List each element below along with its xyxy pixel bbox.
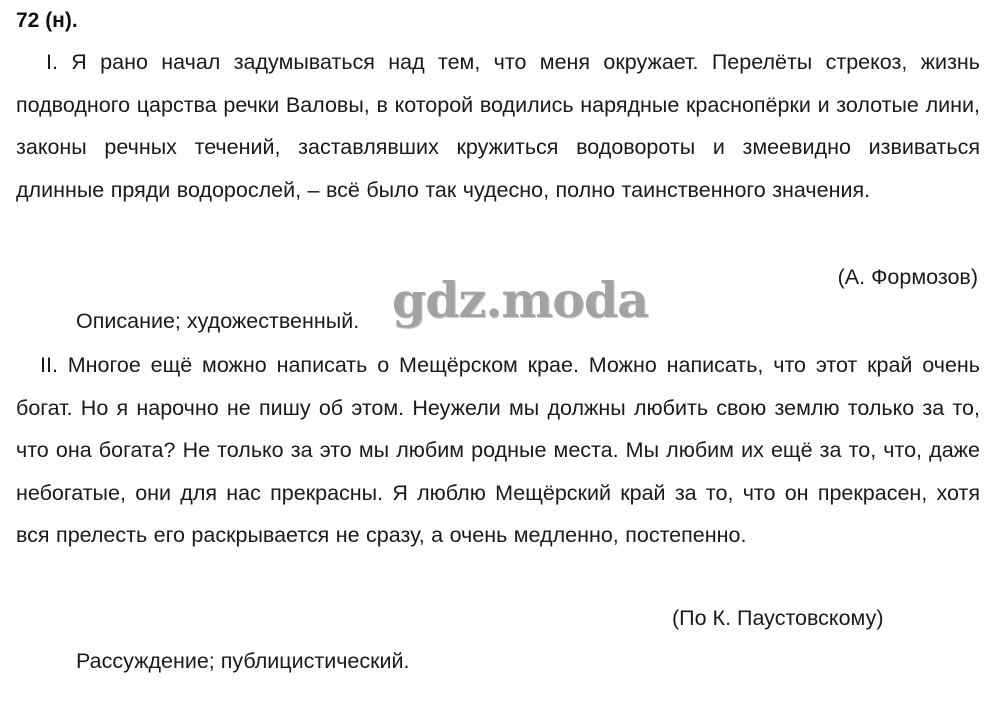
watermark-logo: gdz.moda <box>392 271 648 329</box>
text-one-classification: Описание; художественный. <box>76 309 360 333</box>
text-one-source: (А. Формозов) <box>837 265 978 289</box>
text-two-source: (По К. Паустовскому) <box>672 606 884 630</box>
text-two-classification: Рассуждение; публицистический. <box>76 649 410 673</box>
text-one-paragraph: I. Я рано начал задумываться над тем, что меня окружает. Перелёты стрекоз, жизнь подводного царства речки Валовы, в которой водились нарядные краснопёрки и золотые лини, законы речных течений, заставлявших кружиться водовороты и змеевидно извиваться длинные пряди водорослей, – всё было так чудесно, полно таинственного значения. <box>16 50 980 202</box>
exercise-number: 72 (н). <box>16 9 78 32</box>
text-two-paragraph: II. Многое ещё можно написать о Мещёрском крае. Можно написать, что этот край очень богат. Но я нарочно не пишу об этом. Неужели мы должны любить свою землю только за то, что она богата? Не только за это мы любим родные места. Мы любим их ещё за то, что, даже небогатые, они для нас прекрасны. Я люблю Мещёрский край за то, что он прекрасен, хотя вся прелесть его раскрывается не сразу, а очень медленно, постепенно. <box>16 353 980 547</box>
